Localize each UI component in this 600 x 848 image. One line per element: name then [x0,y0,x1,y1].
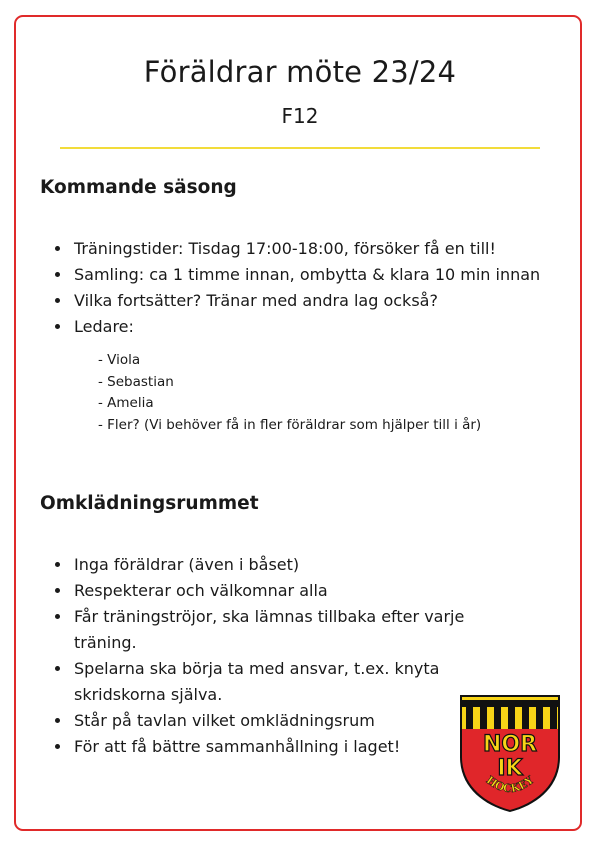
list-item: • För att få bättre sammanhållning i laget! [72,734,580,760]
list-item: • Står på tavlan vilket omklädningsrum [72,708,580,734]
list-item: • Får träningströjor, ska lämnas tillbaka efter varje träning. [72,604,580,656]
kommande-sasong-list [40,236,580,340]
leader-item: - Amelia [98,395,154,411]
leader-item: - Viola [98,352,141,368]
nor-ik-hockey-logo-icon [458,693,562,813]
list-item: • Vilka fortsätter? Tränar med andra lag också? [72,288,580,314]
page-title: Föräldrar möte 23/24 [143,55,457,89]
logo-text-nor: NOR [482,732,538,757]
list-item: • Inga föräldrar (även i båset) [72,552,580,578]
list-item: • Spelarna ska börja ta med ansvar, t.ex. knyta skridskorna själva. [72,656,580,708]
list-item: • Respekterar och välkomnar alla [72,578,580,604]
logo-text-hockey: HOCKEY [483,773,537,796]
leader-item: - Fler? (Vi behöver få in fler föräldrar som hjälper till i år) [98,416,482,433]
list-item: • Samling: ca 1 timme innan, ombytta & klara 10 min innan [72,262,580,288]
section-heading-kommande-sasong: Kommande säsong [40,177,237,198]
title-divider [60,147,540,149]
leaders-list [98,350,481,436]
list-item: • Träningstider: Tisdag 17:00-18:00, försöker få en till! [72,236,580,262]
logo-text-ik: IK [497,756,523,781]
leader-item: - Sebastian [98,373,174,390]
list-item: • Ledare: [72,314,580,340]
page-subtitle: F12 [281,104,319,128]
section-heading-omkladningsrummet: Omklädningsrummet [40,493,259,514]
